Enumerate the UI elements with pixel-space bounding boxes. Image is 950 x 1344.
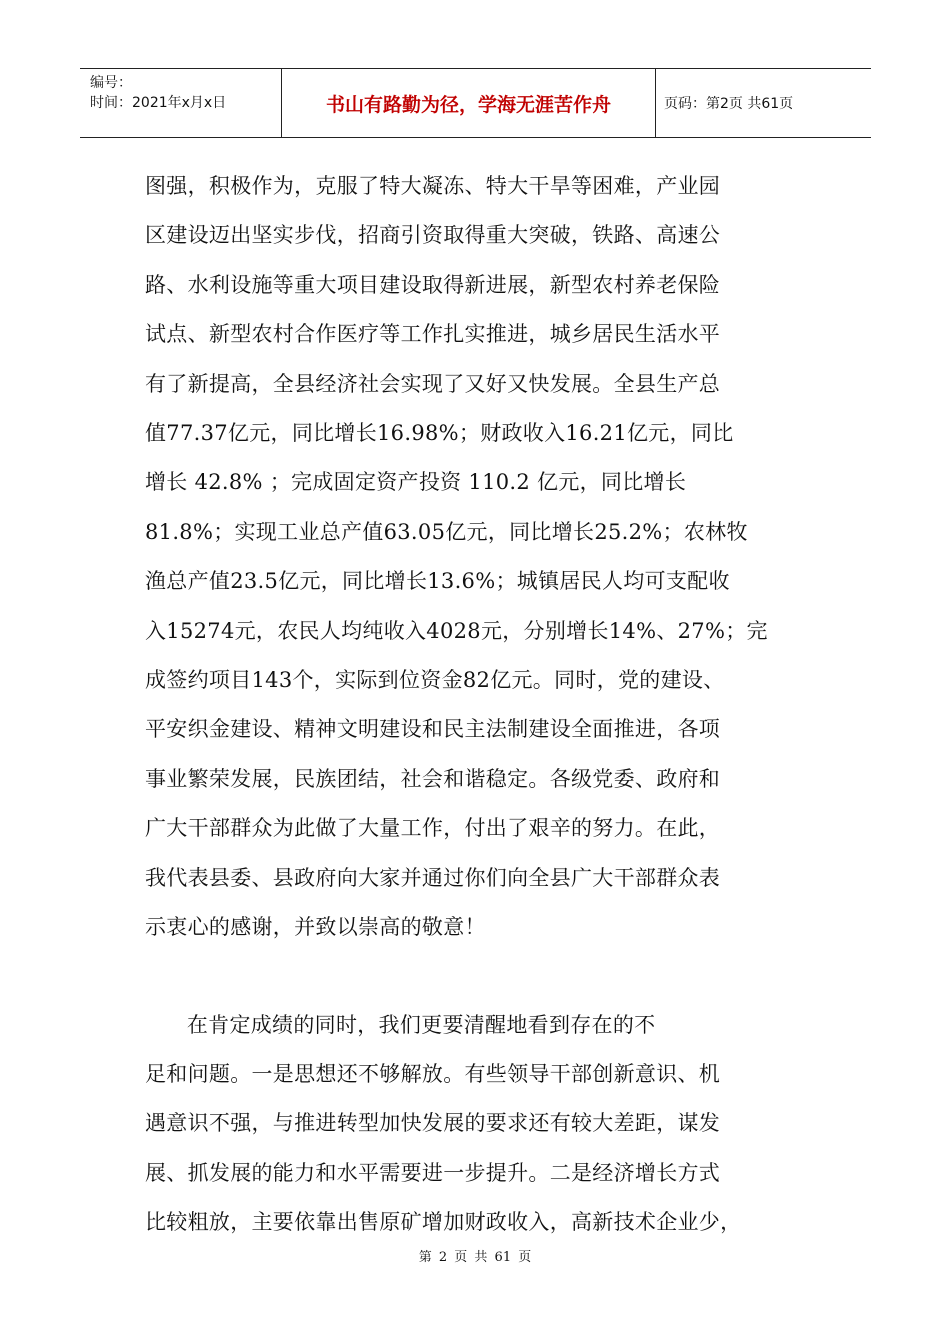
text-line: 遇意识不强，与推进转型加快发展的要求还有较大差距，谋发 bbox=[145, 1111, 721, 1136]
text-line: 路、水利设施等重大项目建设取得新进展，新型农村养老保险 bbox=[145, 272, 721, 297]
text-line: 入15274元，农民人均纯收入4028元，分别增长14%、27%；完 bbox=[145, 618, 768, 643]
document-header bbox=[80, 68, 871, 138]
text-line: 广大干部群众为此做了大量工作，付出了艰辛的努力。在此， bbox=[145, 816, 721, 841]
paragraph-spacer bbox=[145, 953, 813, 1001]
text-line: 渔总产值23.5亿元，同比增长13.6%；城镇居民人均可支配收 bbox=[145, 569, 730, 594]
text-line: 在肯定成绩的同时，我们更要清醒地看到存在的不 bbox=[145, 1012, 656, 1037]
text-line: 我代表县委、县政府向大家并通过你们向全县广大干部群众表 bbox=[145, 865, 721, 890]
text-line: 足和问题。一是思想还不够解放。有些领导干部创新意识、机 bbox=[145, 1061, 721, 1086]
text-line: 81.8%；实现工业总产值63.05亿元，同比增长25.2%；农林牧 bbox=[145, 519, 748, 544]
text-line: 成签约项目143个，实际到位资金82亿元。同时，党的建设、 bbox=[145, 668, 725, 693]
header-time-label: 时间：2021年x月x日 bbox=[90, 95, 227, 111]
document-body bbox=[145, 162, 813, 1248]
header-motto: 书山有路勤为径，学海无涯苦作舟 bbox=[282, 69, 656, 137]
text-line: 试点、新型农村合作医疗等工作扎实推进，城乡居民生活水平 bbox=[145, 322, 721, 347]
text-line: 增长 42.8% ；完成固定资产投资 110.2 亿元，同比增长 bbox=[145, 470, 687, 495]
text-line: 平安织金建设、精神文明建设和民主法制建设全面推进，各项 bbox=[145, 717, 721, 742]
text-line: 示衷心的感谢，并致以崇高的敬意！ bbox=[145, 915, 486, 940]
text-line: 事业繁荣发展，民族团结，社会和谐稳定。各级党委、政府和 bbox=[145, 766, 721, 791]
header-page-code: 页码：第2页 共61页 bbox=[664, 96, 794, 112]
page-footer: 第 2 页 共 61 页 bbox=[418, 1250, 532, 1265]
header-meta-cell bbox=[80, 69, 282, 137]
text-line: 区建设迈出坚实步伐，招商引资取得重大突破，铁路、高速公 bbox=[145, 223, 721, 248]
text-line: 展、抓发展的能力和水平需要进一步提升。二是经济增长方式 bbox=[145, 1160, 721, 1185]
text-line: 值77.37亿元，同比增长16.98%；财政收入16.21亿元，同比 bbox=[145, 421, 734, 446]
paragraph-1 bbox=[145, 162, 813, 953]
text-line: 有了新提高，全县经济社会实现了又好又快发展。全县生产总 bbox=[145, 371, 721, 396]
text-line: 比较粗放，主要依靠出售原矿增加财政收入，高新技术企业少， bbox=[145, 1210, 742, 1235]
paragraph-2 bbox=[145, 1001, 813, 1248]
text-line: 图强，积极作为，克服了特大凝冻、特大干旱等困难，产业园 bbox=[145, 174, 721, 198]
header-number-label: 编号： bbox=[90, 75, 132, 91]
